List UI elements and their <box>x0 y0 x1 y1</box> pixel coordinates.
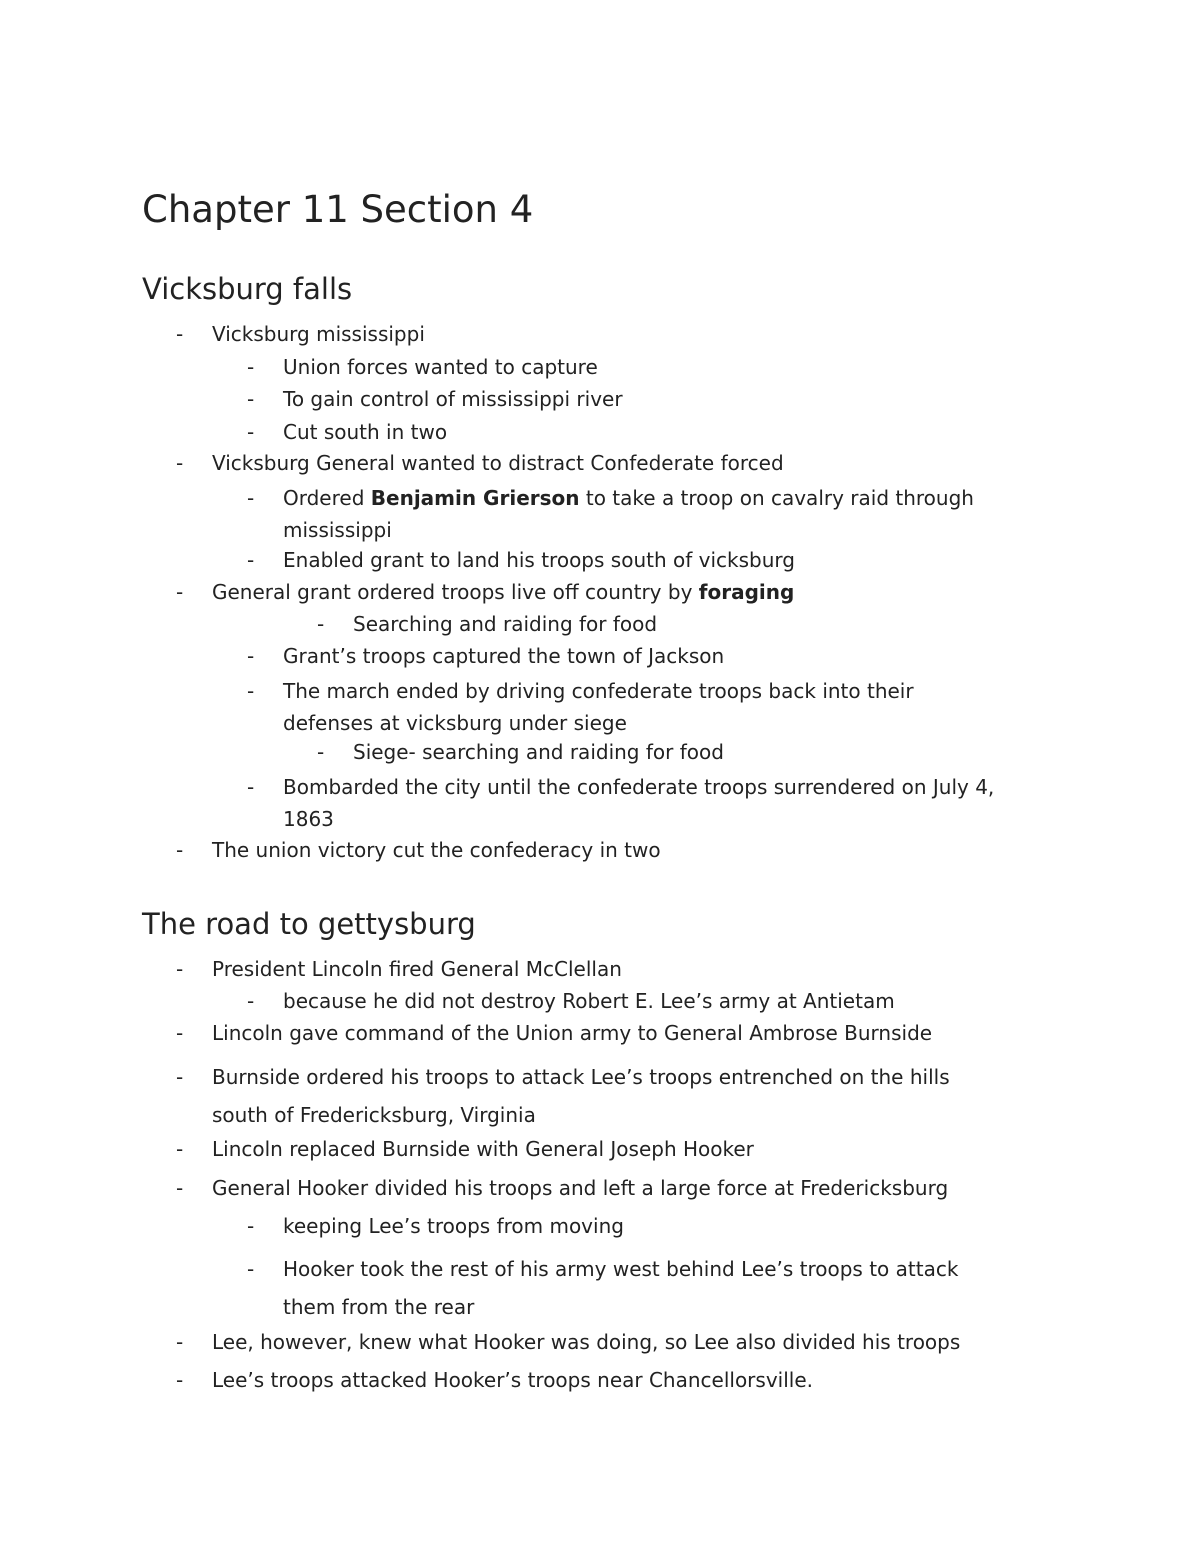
bullet-dash: - <box>247 989 255 1013</box>
list-item-text: Burnside ordered his troops to attack Lee’s troops entrenched on the hills <box>212 1065 950 1089</box>
bullet-dash: - <box>247 679 255 703</box>
section-heading-gettysburg: The road to gettysburg <box>142 907 476 941</box>
list-item <box>317 738 724 766</box>
bullet-dash: - <box>176 451 184 475</box>
bullet-dash: - <box>247 1257 255 1281</box>
section-heading-vicksburg: Vicksburg falls <box>142 272 353 306</box>
list-item <box>247 675 914 739</box>
list-item <box>247 546 795 574</box>
bullet-dash: - <box>247 486 255 510</box>
list-item-text: to take a troop on cavalry raid through <box>579 486 974 510</box>
list-item-text: Hooker took the rest of his army west behind Lee’s troops to attack <box>283 1257 959 1281</box>
bullet-dash: - <box>176 580 184 604</box>
list-item-text: General grant ordered troops live off country by <box>212 580 699 604</box>
list-item-text: Union forces wanted to capture <box>283 355 598 379</box>
list-item <box>247 1212 624 1240</box>
list-item <box>247 482 974 546</box>
list-item-text: Lee’s troops attacked Hooker’s troops near Chancellorsville. <box>212 1368 813 1392</box>
bullet-dash: - <box>176 1330 184 1354</box>
page-title: Chapter 11 Section 4 <box>142 188 534 231</box>
list-item <box>247 1250 959 1326</box>
bullet-dash: - <box>247 775 255 799</box>
list-item <box>176 578 795 606</box>
list-item <box>247 642 725 670</box>
list-item-text: Lee, however, knew what Hooker was doing, so Lee also divided his troops <box>212 1330 961 1354</box>
list-item-text: because he did not destroy Robert E. Lee’s army at Antietam <box>283 989 895 1013</box>
list-item-text: Bombarded the city until the confederate troops surrendered on July 4, <box>283 775 995 799</box>
list-item <box>247 385 623 413</box>
bullet-dash: - <box>176 957 184 981</box>
list-item <box>176 320 425 348</box>
bullet-dash: - <box>317 740 325 764</box>
list-item-text: Vicksburg General wanted to distract Confederate forced <box>212 451 784 475</box>
bullet-dash: - <box>176 322 184 346</box>
list-item-text: Ordered <box>283 486 371 510</box>
list-item-continuation: 1863 <box>283 807 334 831</box>
list-item-text: keeping Lee’s troops from moving <box>283 1214 624 1238</box>
bullet-dash: - <box>247 548 255 572</box>
list-item-text: The march ended by driving confederate troops back into their <box>283 679 914 703</box>
list-item-text: General Hooker divided his troops and left a large force at Fredericksburg <box>212 1176 949 1200</box>
list-item-text: Cut south in two <box>283 420 448 444</box>
list-item <box>176 1366 813 1394</box>
list-item <box>176 1019 933 1047</box>
key-term: foraging <box>698 580 795 604</box>
bullet-dash: - <box>176 1176 184 1200</box>
list-item-continuation: mississippi <box>283 518 392 542</box>
list-item-text: Lincoln replaced Burnside with General Joseph Hooker <box>212 1137 754 1161</box>
list-item-continuation: south of Fredericksburg, Virginia <box>212 1103 536 1127</box>
list-item <box>176 955 622 983</box>
list-item-text: Searching and raiding for food <box>353 612 658 636</box>
list-item <box>176 1058 950 1134</box>
list-item-text: The union victory cut the confederacy in two <box>212 838 661 862</box>
bullet-dash: - <box>247 387 255 411</box>
bullet-dash: - <box>176 1021 184 1045</box>
list-item <box>176 836 661 864</box>
list-item <box>176 1174 949 1202</box>
list-item-continuation: them from the rear <box>283 1295 475 1319</box>
list-item <box>176 449 784 477</box>
list-item-text: Grant’s troops captured the town of Jackson <box>283 644 725 668</box>
bullet-dash: - <box>317 612 325 636</box>
bullet-dash: - <box>247 355 255 379</box>
list-item-text: Siege- searching and raiding for food <box>353 740 724 764</box>
list-item <box>176 1135 754 1163</box>
bullet-dash: - <box>247 420 255 444</box>
list-item <box>247 987 895 1015</box>
list-item <box>247 418 448 446</box>
list-item-text: To gain control of mississippi river <box>283 387 623 411</box>
list-item-text: Vicksburg mississippi <box>212 322 425 346</box>
list-item <box>176 1328 961 1356</box>
list-item-text: Lincoln gave command of the Union army to General Ambrose Burnside <box>212 1021 933 1045</box>
bullet-dash: - <box>176 1065 184 1089</box>
bullet-dash: - <box>247 1214 255 1238</box>
bullet-dash: - <box>247 644 255 668</box>
bullet-dash: - <box>176 1368 184 1392</box>
list-item <box>317 610 658 638</box>
bullet-dash: - <box>176 1137 184 1161</box>
key-term: Benjamin Grierson <box>370 486 580 510</box>
list-item-text: President Lincoln fired General McClellan <box>212 957 622 981</box>
list-item <box>247 771 995 835</box>
list-item-text: Enabled grant to land his troops south of vicksburg <box>283 548 795 572</box>
bullet-dash: - <box>176 838 184 862</box>
list-item <box>247 353 598 381</box>
list-item-continuation: defenses at vicksburg under siege <box>283 711 627 735</box>
